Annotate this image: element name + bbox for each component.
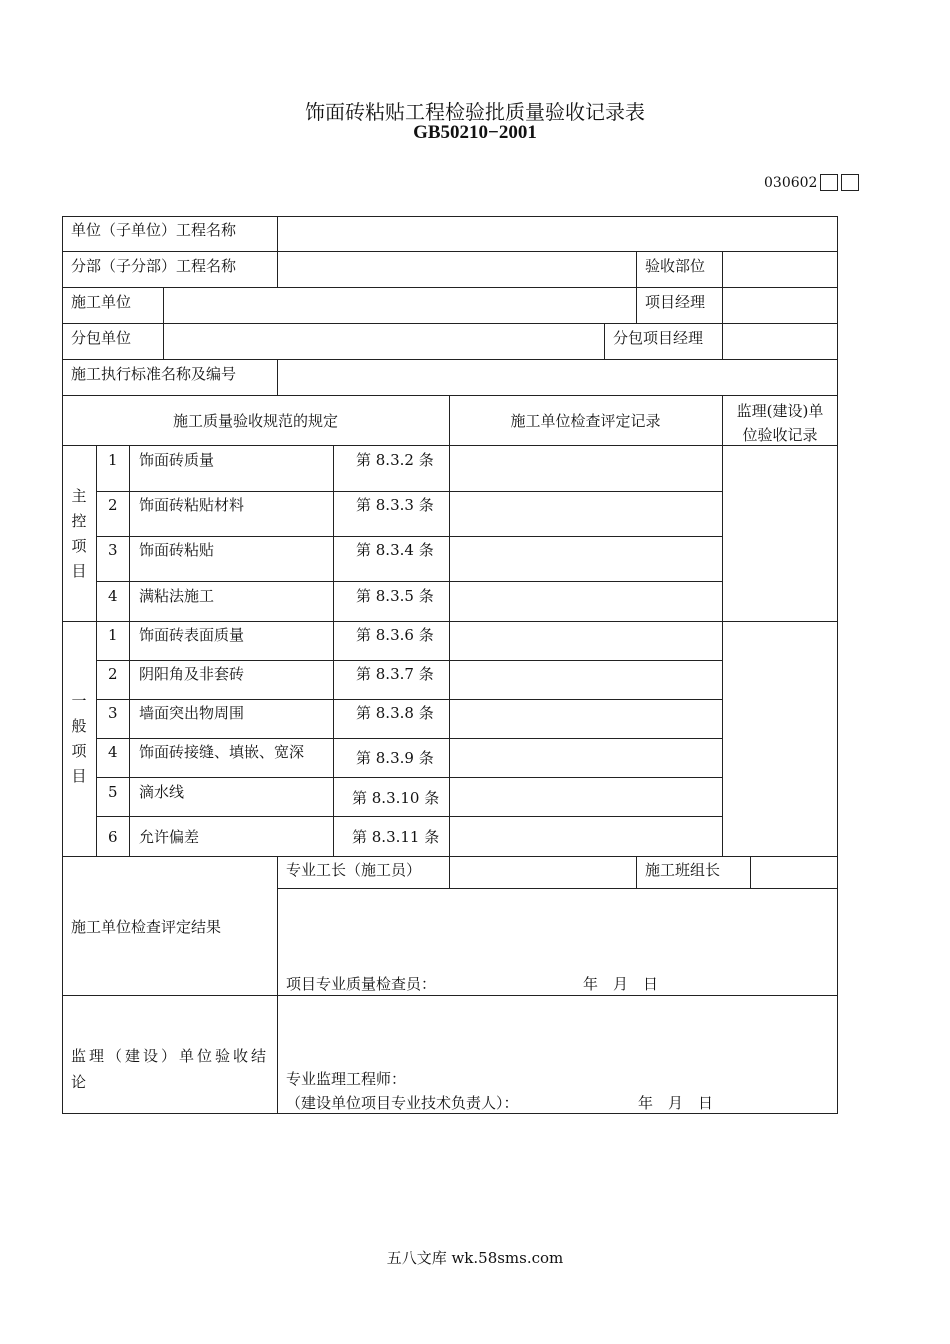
- result-date: 年 月 日: [583, 975, 659, 993]
- table-rule: [722, 395, 723, 856]
- table-rule: [750, 856, 751, 888]
- table-rule: [163, 287, 164, 359]
- item-number: 3: [108, 704, 118, 722]
- table-rule: [277, 856, 278, 1114]
- table-rule: [449, 395, 450, 856]
- item-clause: 第 8.3.2 条: [356, 451, 434, 469]
- item-number: 6: [108, 828, 118, 846]
- result-label: 施工单位检查评定结果: [71, 918, 222, 936]
- item-number: 2: [108, 665, 118, 683]
- supervision-engineer-label: 专业监理工程师：: [286, 1070, 407, 1088]
- sub-project-name-label: 分部（子分部）工程名称: [71, 257, 237, 275]
- construction-record-header: 施工单位检查评定记录: [510, 412, 661, 430]
- item-name: 满粘法施工: [139, 587, 215, 605]
- item-number: 2: [108, 496, 118, 514]
- table-rule: [62, 359, 838, 360]
- table-border: [62, 216, 63, 1114]
- acceptance-part-label: 验收部位: [645, 257, 706, 275]
- table-rule: [96, 660, 723, 661]
- subcontract-manager-label: 分包项目经理: [613, 329, 704, 347]
- owner-representative-label: （建设单位项目专业技术负责人）：: [286, 1094, 519, 1112]
- table-rule: [129, 445, 130, 856]
- item-name: 饰面砖接缝、填嵌、宽深: [139, 743, 305, 761]
- project-manager-label: 项目经理: [645, 293, 706, 311]
- subcontract-unit-label: 分包单位: [71, 329, 132, 347]
- item-name: 饰面砖质量: [139, 451, 215, 469]
- item-clause: 第 8.3.8 条: [356, 704, 434, 722]
- item-number: 4: [108, 587, 118, 605]
- form-code-number: 030602: [764, 174, 818, 191]
- table-rule: [333, 445, 334, 856]
- spec-column-header: 施工质量验收规范的规定: [172, 412, 338, 430]
- table-border: [837, 216, 838, 1114]
- item-number: 1: [108, 626, 118, 644]
- footer-watermark: 五八文库 wk.58sms.com: [386, 1249, 564, 1267]
- item-clause: 第 8.3.11 条: [352, 828, 440, 846]
- table-rule: [62, 856, 838, 857]
- item-name: 饰面砖粘贴: [139, 541, 215, 559]
- table-border: [62, 216, 838, 217]
- general-items-label: 一般项目: [71, 692, 87, 785]
- supervision-record-header: 监理(建设)单位验收记录: [736, 402, 824, 444]
- table-rule: [96, 581, 723, 582]
- item-name: 饰面砖粘贴材料: [139, 496, 245, 514]
- table-rule: [96, 816, 723, 817]
- standard-code: GB50210−2001: [413, 122, 537, 143]
- item-number: 3: [108, 541, 118, 559]
- item-clause: 第 8.3.4 条: [356, 541, 434, 559]
- conclusion-label: 监理（建设）单位验收结论: [71, 1047, 270, 1091]
- team-leader-label: 施工班组长: [645, 861, 721, 879]
- item-name: 墙面突出物周围: [139, 704, 245, 722]
- foreman-label: 专业工长（施工员）: [286, 861, 422, 879]
- table-rule: [277, 359, 278, 395]
- form-title: 饰面砖粘贴工程检验批质量验收记录表: [305, 100, 645, 124]
- quality-inspector-label: 项目专业质量检查员：: [286, 975, 437, 993]
- unit-project-name-label: 单位（子单位）工程名称: [71, 221, 237, 239]
- item-name: 滴水线: [139, 783, 185, 801]
- table-rule: [722, 251, 723, 359]
- table-rule: [96, 536, 723, 537]
- main-control-label: 主控项目: [71, 487, 87, 580]
- table-rule: [96, 445, 97, 856]
- table-rule: [277, 216, 278, 287]
- item-clause: 第 8.3.6 条: [356, 626, 434, 644]
- construction-unit-label: 施工单位: [71, 293, 132, 311]
- table-rule: [636, 251, 637, 323]
- item-name: 饰面砖表面质量: [139, 626, 245, 644]
- item-name: 阴阳角及非套砖: [139, 665, 245, 683]
- conclusion-date: 年 月 日: [638, 1094, 714, 1112]
- table-rule: [636, 856, 637, 888]
- item-number: 5: [108, 783, 118, 801]
- item-clause: 第 8.3.5 条: [356, 587, 434, 605]
- item-number: 4: [108, 743, 118, 761]
- table-rule: [277, 888, 838, 889]
- table-rule: [96, 699, 723, 700]
- table-rule: [604, 323, 605, 359]
- item-clause: 第 8.3.7 条: [356, 665, 434, 683]
- table-rule: [62, 995, 838, 996]
- table-rule: [96, 738, 723, 739]
- item-clause: 第 8.3.9 条: [356, 749, 434, 767]
- item-clause: 第 8.3.10 条: [352, 789, 440, 807]
- item-name: 允许偏差: [139, 828, 200, 846]
- table-rule: [96, 777, 723, 778]
- table-border: [62, 1113, 838, 1114]
- table-rule: [96, 491, 723, 492]
- table-rule: [449, 856, 450, 888]
- item-clause: 第 8.3.3 条: [356, 496, 434, 514]
- item-number: 1: [108, 451, 118, 469]
- execution-standard-label: 施工执行标准名称及编号: [71, 365, 237, 383]
